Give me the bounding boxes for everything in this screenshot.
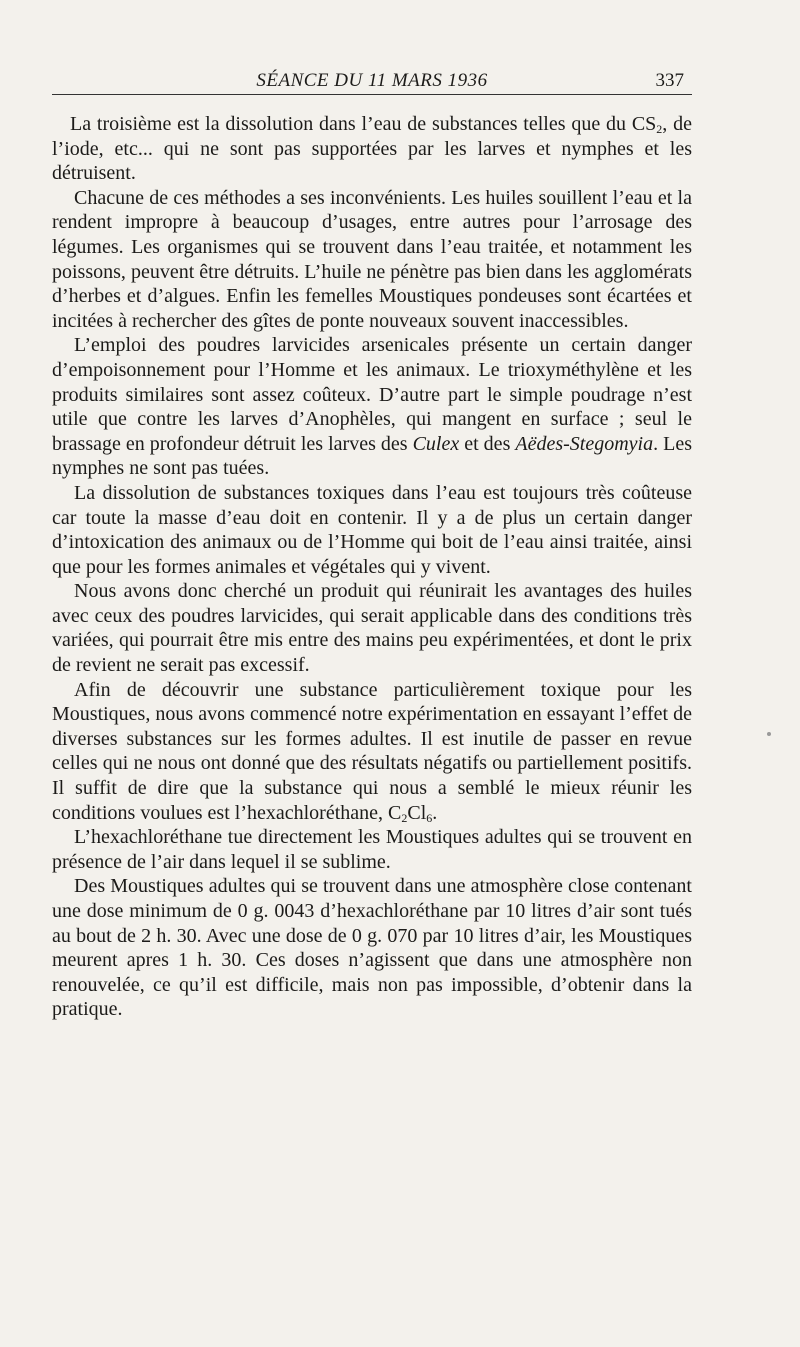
body-text [52,112,692,1022]
margin-mark [767,732,771,736]
p3-text-b: et des [459,432,516,455]
p6-text-a: Afin de découvrir une substance particulièrement toxique pour les Moustiques, nous avons commencé notre expérimentation en essayant l’effet de diverses substances sur les formes adultes. Il est inutile de passer en revue celles qui ne nous ont donné que des résultats négatifs ou partiellement positifs. Il suffit de dire que la substance qui nous a semblé le mieux réunir les conditions voulues est l’hexachloréthane, C [52,678,692,824]
p3-genus-aedes: Aëdes-Stegomyia [515,432,654,455]
p6-text-c: . [432,801,438,824]
p3-text-c: . Les nymphes ne sont pas tuées. [52,432,693,480]
p6-subscript-2: 6 [426,810,433,825]
p1-subscript: 2 [656,122,663,136]
p6-text-b: Cl [407,801,427,824]
p3-genus-culex: Culex [412,432,460,455]
paragraph-4: La dissolution de substances toxiques dans l’eau est toujours très coûteuse car toute la masse d’eau doit en contenir. Il y a de plus un certain danger d’intoxication des animaux ou de l’Homme qui boit de l’eau ainsi traitée, ainsi que pour les formes animales et végétales qui y vivent. [52,481,692,578]
p3-text-a: L’emploi des poudres larvicides arsenicales présente un certain danger d’empoisonnement pour l’Homme et les animaux. Le trioxyméthylène et les produits similaires sont assez coûteux. D’autre part le simple poudrage n’est utile que contre les larves d’Anophèles, qui mangent en surface ; seul le brassage en profondeur détruit les larves des [52,334,692,455]
p6-subscript-1: 2 [401,810,408,825]
running-head-title: SÉANCE DU 11 MARS 1936 [256,70,488,91]
paragraph-8: Des Moustiques adultes qui se trouvent dans une atmosphère close contenant une dose minimum de 0 g. 0043 d’hexachloréthane par 10 litres d’air sont tués au bout de 2 h. 30. Avec une dose de 0 g. 070 par 10 litres d’air, les Moustiques meurent apres 1 h. 30. Ces doses n’agissent que dans une atmosphère non renouvelée, ce qu’il est difficile, mais non pas impossible, d’obtenir dans la pratique. [52,875,692,1021]
p1-text-a: La troisième est la dissolution dans l’eau de substances telles que du CS [70,113,657,135]
paragraph-5: Nous avons donc cherché un produit qui réunirait les avantages des huiles avec ceux des poudres larvicides, qui serait applicable dans des conditions très variées, qui pourrait être mis entre des mains peu expérimentées, et dont le prix de revient ne serait pas excessif. [52,580,692,677]
paragraph-7: L’hexachloréthane tue directement les Moustiques adultes qui se trouvent en présence de l’air dans lequel il se sublime. [52,826,692,873]
paragraph-3 [52,333,692,481]
running-head [52,60,692,95]
p1-text-b: , de l’iode, etc... qui ne sont pas supportées par les larves et nymphes et les détruisent. [52,113,692,185]
paragraph-6 [52,678,692,826]
page-number: 337 [655,70,684,91]
paragraph-1 [52,112,692,186]
paragraph-2: Chacune de ces méthodes a ses inconvénients. Les huiles souillent l’eau et la rendent impropre à beaucoup d’usages, entre autres pour l’arrosage des légumes. Les organismes qui se trouvent dans l’eau traitée, et notamment les poissons, peuvent être détruits. L’huile ne pénètre pas bien dans les agglomérats d’herbes et d’algues. Enfin les femelles Moustiques pondeuses sont écartées et incitées à rechercher des gîtes de ponte nouveaux souvent inaccessibles. [52,186,692,332]
